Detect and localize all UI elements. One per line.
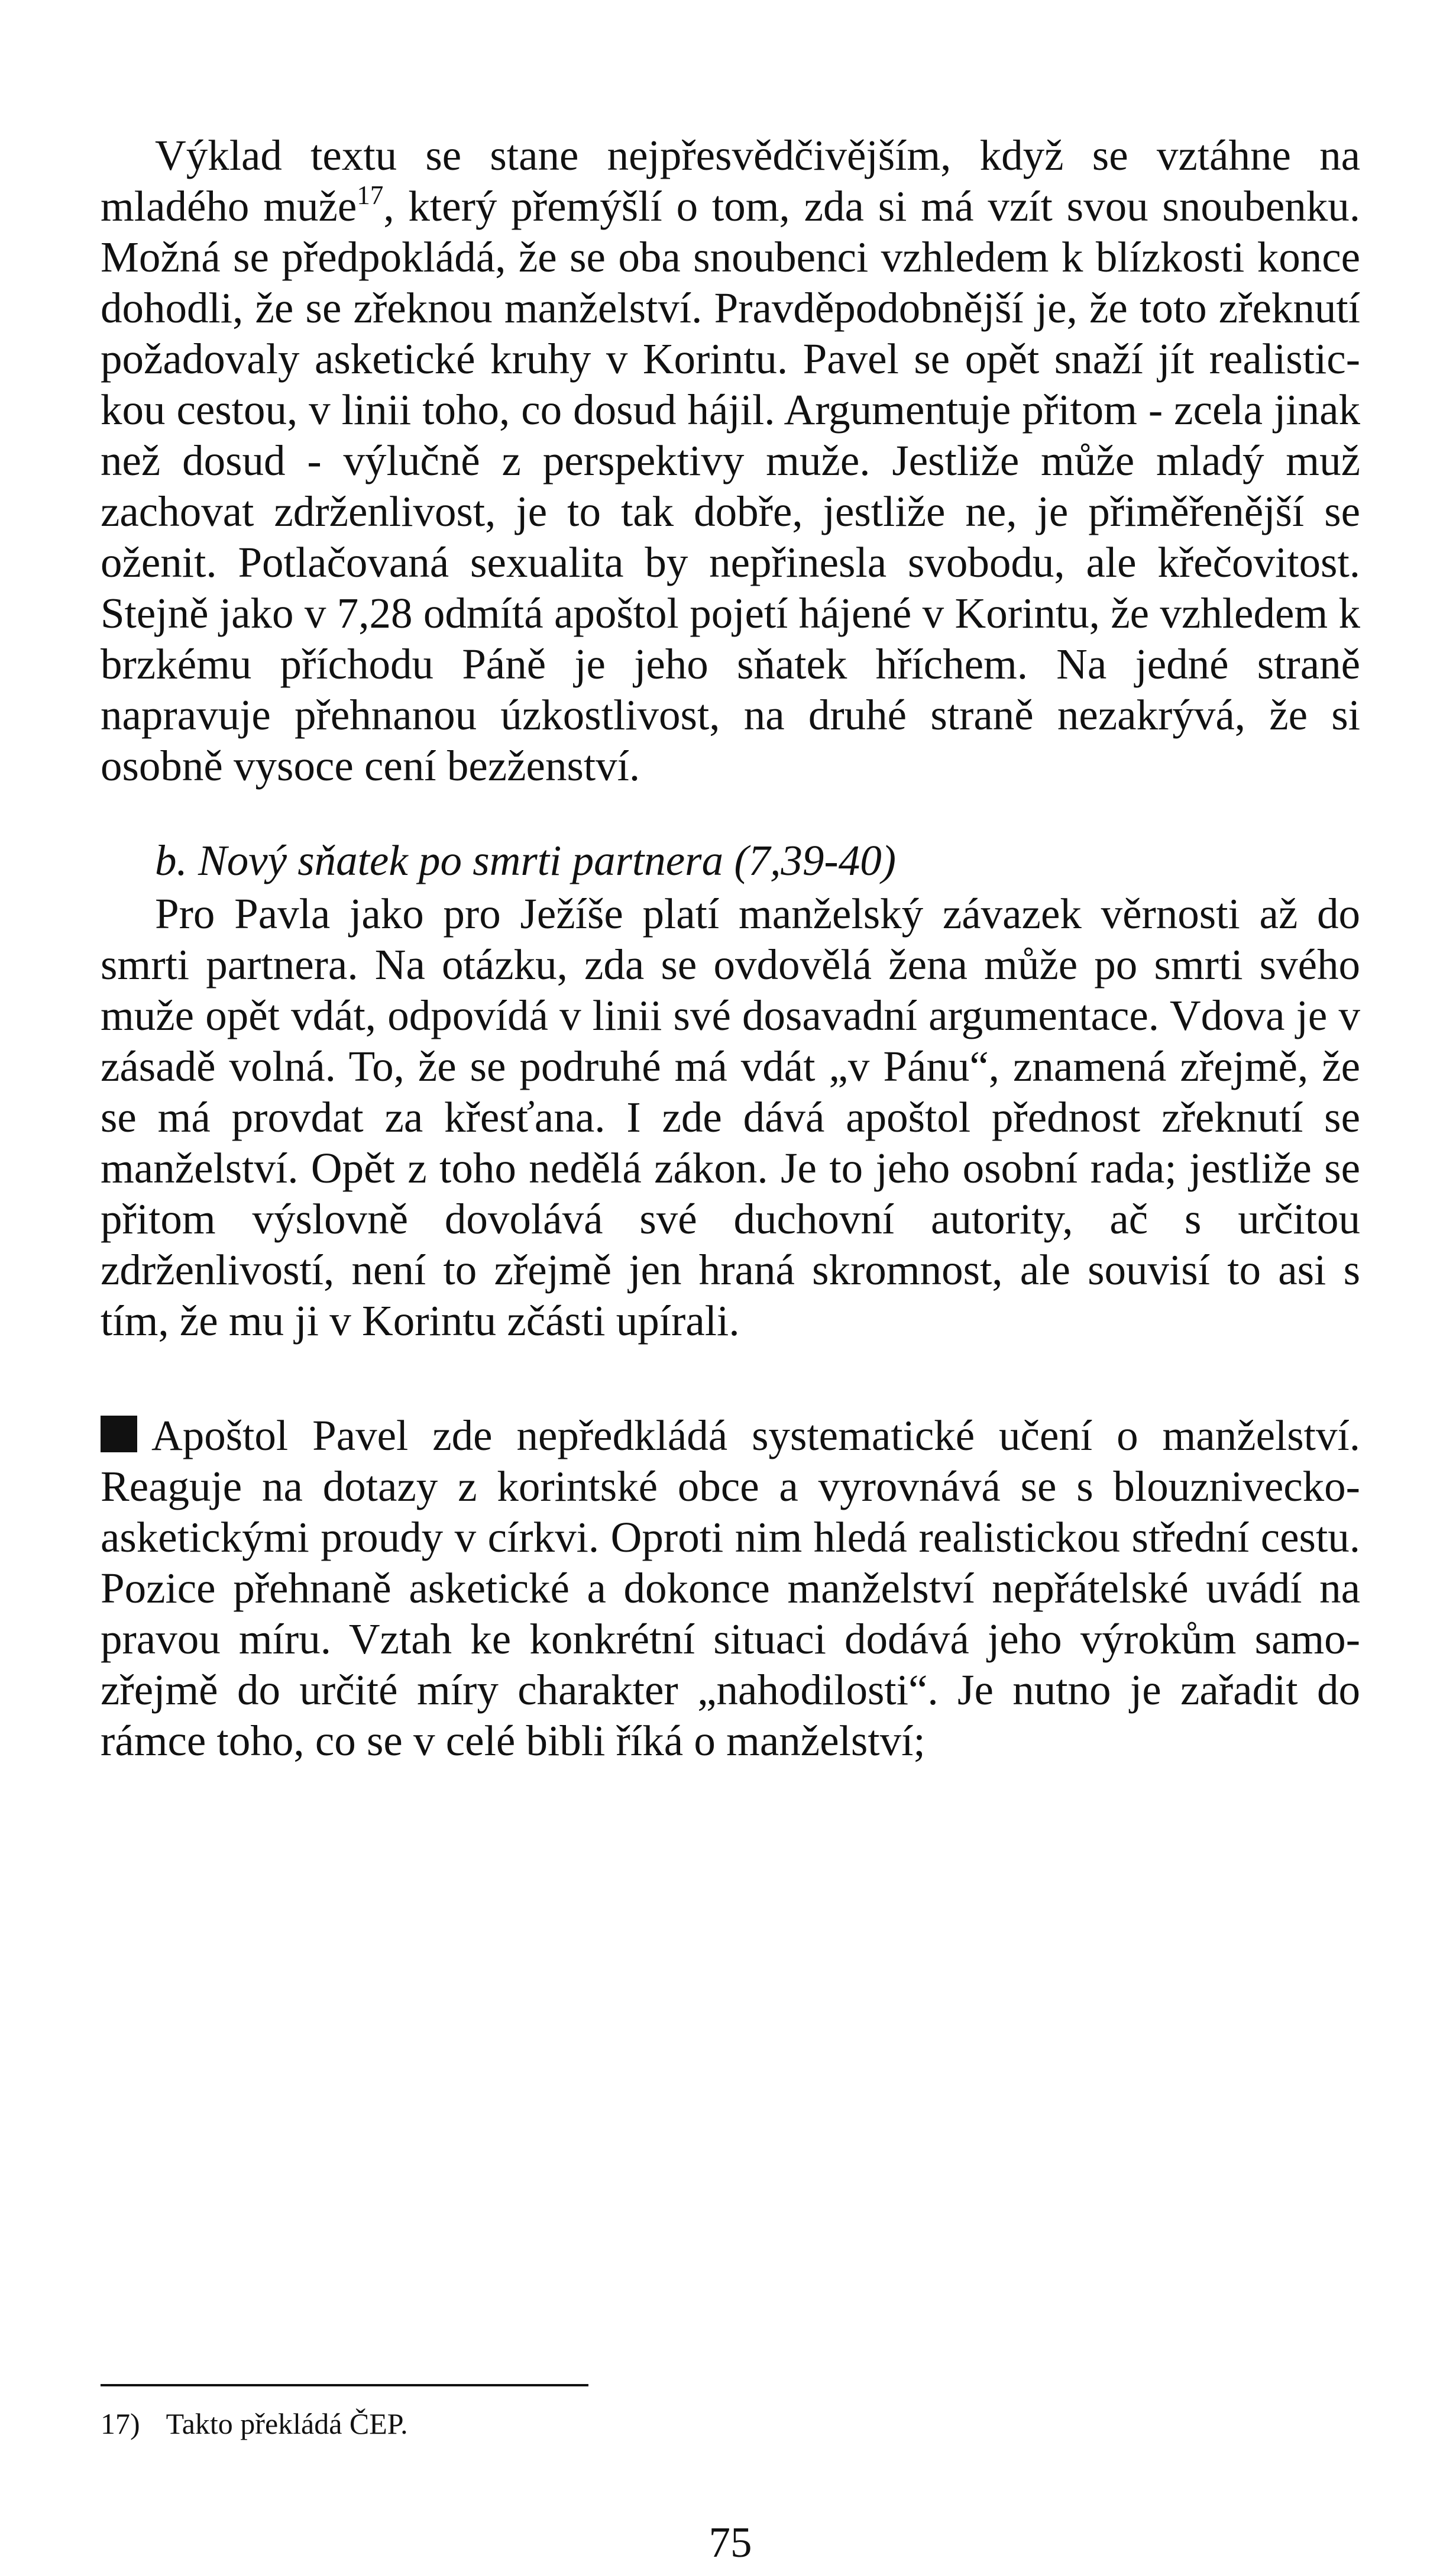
paragraph-2: Pro Pavla jako pro Ježíše platí manželský závazek věrnosti až do smrti partnera. Na otázku, zda se ovdovělá žena může po smrti svého muže opět vdát, odpovídá v linii své dosavadní argumentace. Vdova je v zásadě volná. To, že se podruhé má vdát „v Pánu“, znamená zřejmě, že se má provdat za křesťana. I zde dává apoštol přednost zřeknutí se manželství. Opět z toho nedělá zákon. Je to jeho osobní rada; jestliže se přitom výslovně dovolává své duchovní autority, ač s určitou zdrženlivostí, není to zřejmě jen hraná skromnost, ale souvisí to asi s tím, že mu ji v Korintu zčásti upírali. <box>101 890 1360 1345</box>
footnote-text: Takto překládá ČEP. <box>166 2407 408 2440</box>
section-subheading: b. Nový sňatek po smrti partnera (7,39-40) <box>155 836 897 884</box>
footnote-number: 17) <box>101 2407 140 2440</box>
paragraph-1-text-a: Výklad textu se stane nejpřesvědčivějším, když se vztáhne na mladého muže <box>101 131 1360 230</box>
summary-text: Apoštol Pavel zde nepředkládá systematické učení o manželství. Reaguje na dotazy z korintské obce a vyrovnává se s blouznivecko-asketickými proudy v církvi. Oproti nim hledá realistickou střední cestu. Pozice přehnaně asketické a dokonce manželství nepřátelské uvádí na pravou míru. Vztah ke konkrétní situaci dodává jeho výrokům samozřejmě do určité míry charakter „nahodilosti“. Je nutno je zařadit do rámce toho, co se v celé bibli říká o manželství; <box>101 1411 1360 1765</box>
footnote-divider <box>101 2384 588 2386</box>
footnote-reference: 17 <box>357 180 384 210</box>
paragraph-1-text-b: , který přemýšlí o tom, zda si má vzít svou snoubenku. Možná se předpokládá, že se oba snoubenci vzhledem k blízkosti konce dohodli, že se zřeknou manželství. Pravděpodobnější je, že toto zřeknutí požadovaly asketické kruhy v Korintu. Pavel se opět snaží jít realistickou cestou, v linii toho, co dosud hájil. Argumentuje přitom - zcela jinak než dosud - výlučně z perspektivy muže. Jestliže může mladý muž zachovat zdrženlivost, je to tak dobře, jestliže ne, je přiměřenější se oženit. Potlačovaná sexualita by nepřinesla svobodu, ale křečovitost. Stejně jako v 7,28 odmítá apoštol pojetí hájené v Korintu, že vzhledem k brzkému příchodu Páně je jeho sňatek hříchem. Na jedné straně napravuje přehnanou úzkostlivost, na druhé straně nezakrývá, že si osobně vysoce cení bezženství. <box>101 182 1360 790</box>
page-number: 75 <box>708 2518 752 2566</box>
book-page <box>101 118 1360 2566</box>
black-square-icon <box>101 1416 137 1452</box>
summary-paragraph <box>101 1410 1360 1766</box>
paragraph-1 <box>101 130 1360 792</box>
footnote <box>101 2406 408 2441</box>
